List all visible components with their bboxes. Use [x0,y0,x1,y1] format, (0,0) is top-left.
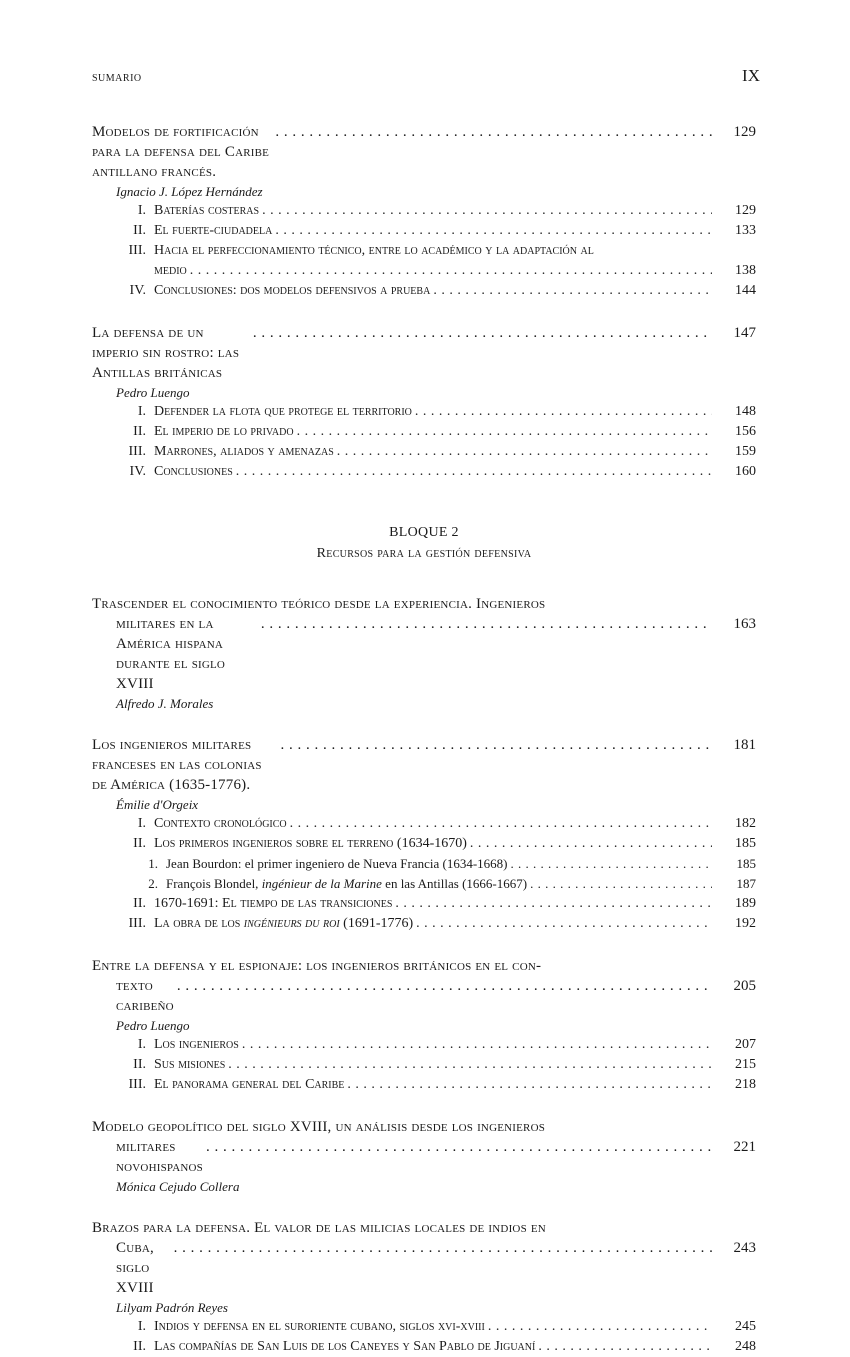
dot-leader [174,1238,712,1258]
entry-author: Alfredo J. Morales [116,696,214,711]
entry-title: militares en la América hispana durante el siglo XVIII [116,616,226,692]
item-number: I. [137,816,146,831]
item-title: Marrones, aliados y amenazas [154,444,334,459]
item-title: medio [154,263,187,278]
dot-leader [347,1075,712,1095]
entry-page: 129 [733,124,756,140]
entry-title: Entre la defensa y el espionaje: los ingenieros británicos en el con- [92,958,542,974]
entry-title-line [92,323,756,383]
dot-leader [228,1055,712,1075]
item-page: 138 [735,263,756,278]
item-title: Conclusiones: dos modelos defensivos a prueba [154,283,431,298]
item-number: I. [137,203,146,218]
entry-author: Émilie d'Orgeix [116,797,199,812]
dot-leader [236,462,712,482]
section-item [92,814,756,834]
item-title-part: (1691-1776) [339,916,414,931]
item-number: II. [133,1057,146,1072]
entry-title-line [92,1218,756,1238]
item-title: Jean Bourdon: el primer ingeniero de Nueva Francia (1634-1668) [166,856,508,871]
item-number: I. [137,1037,146,1052]
section-item [92,402,756,422]
toc-section-2 [92,594,756,1357]
entry-title-line [92,1117,756,1137]
dot-leader [470,834,712,854]
block-header [92,522,756,564]
dot-leader [261,614,712,634]
item-page: 182 [735,816,756,831]
item-title: Sus misiones [154,1057,226,1072]
item-title [166,874,527,894]
entry-page: 181 [733,737,756,753]
entry-title-line [92,122,756,182]
dot-leader [275,122,712,142]
section-item [92,1075,756,1095]
section-item [92,1055,756,1075]
item-number: II. [133,424,146,439]
section-item [92,281,756,301]
section-item [92,221,756,241]
item-title: Hacia el perfeccionamiento técnico, entre lo académico y la adaptación al [154,243,594,258]
toc-section-1 [92,122,756,482]
item-title [154,914,413,934]
item-number: IV. [129,464,146,479]
toc-entry [92,956,756,1095]
item-number: II. [133,836,146,851]
item-title: El fuerte-ciudadela [154,223,273,238]
dot-leader [337,442,712,462]
entry-page: 221 [733,1139,756,1155]
toc-entry [92,323,756,482]
entry-title: Modelos de fortificación para la defensa del Caribe antillano francés. [92,124,270,180]
item-number: 1. [148,856,158,871]
block-title: Recursos para la gestión defensiva [316,546,532,561]
dot-leader [395,894,712,914]
section-item [92,914,756,934]
dot-leader [488,1317,712,1337]
dot-leader [538,1337,712,1357]
dot-leader [511,854,712,874]
section-item [92,462,756,482]
item-title-part: François Blondel, [166,876,262,891]
item-number: III. [128,243,146,258]
item-number: IV. [129,283,146,298]
item-title: 1670-1691: El tiempo de las transiciones [154,896,393,911]
dot-leader [262,201,712,221]
item-number: 2. [148,876,158,891]
item-page: 187 [736,876,756,891]
item-page: 215 [735,1057,756,1072]
item-title-italic: ingénieurs du roi [243,916,340,931]
item-number: I. [137,404,146,419]
item-title: Contexto cronológico [154,816,287,831]
entry-author: Pedro Luengo [116,1018,190,1033]
section-item [92,1035,756,1055]
item-title: Conclusiones [154,464,233,479]
item-number: III. [128,916,146,931]
page-number-roman: IX [742,66,760,85]
item-title: Indios y defensa en el suroriente cubano, siglos xvi-xviii [154,1319,485,1334]
item-page: 148 [735,404,756,419]
item-page: 144 [735,283,756,298]
entry-title-line [92,1137,756,1177]
dot-leader [290,814,712,834]
entry-author: Pedro Luengo [116,385,190,400]
entry-title: La defensa de un imperio sin rostro: las Antillas británicas [92,325,240,381]
dot-leader [281,735,713,755]
item-title: Las compañías de San Luis de los Caneyes y San Pablo de Jiguaní [154,1339,536,1354]
item-title-italic: ingénieur de la Marine [261,876,382,891]
dot-leader [242,1035,712,1055]
entry-title-line [92,976,756,1016]
entry-title-line [92,594,756,614]
item-number: I. [137,1319,146,1334]
dot-leader [297,422,712,442]
subsection-item [92,874,756,894]
item-page: 185 [735,836,756,851]
item-page: 248 [735,1339,756,1354]
section-item [92,241,756,261]
entry-page: 243 [733,1240,756,1256]
item-title-part: La obra de los [154,916,244,931]
entry-author: Mónica Cejudo Collera [116,1179,240,1194]
entry-title-line [92,735,756,795]
toc-entry [92,1117,756,1196]
toc-entry [92,122,756,301]
entry-title-line [92,956,756,976]
toc-entry [92,735,756,934]
subsection-item [92,854,756,874]
toc-entry [92,1218,756,1357]
item-number: II. [133,896,146,911]
item-title: Los ingenieros [154,1037,239,1052]
item-title: Los primeros ingenieros sobre el terreno (1634-1670) [154,836,467,851]
item-page: 189 [735,896,756,911]
entry-title: militares novohispanos [116,1139,203,1175]
section-item [92,261,756,281]
section-item [92,1337,756,1357]
dot-leader [190,261,712,281]
entry-page: 147 [733,325,756,341]
item-title-part: en las Antillas (1666-1667) [381,876,528,891]
section-item [92,1317,756,1337]
item-number: III. [128,444,146,459]
entry-page: 205 [733,978,756,994]
entry-title-line [92,1238,756,1298]
item-page: 160 [735,464,756,479]
item-page: 218 [735,1077,756,1092]
item-title: El panorama general del Caribe [154,1077,345,1092]
section-item [92,894,756,914]
item-page: 129 [735,203,756,218]
dot-leader [415,402,712,422]
dot-leader [253,323,712,343]
entry-title: Trascender el conocimiento teórico desde la experiencia. Ingenieros [92,596,546,612]
item-title: Baterías costeras [154,203,260,218]
dot-leader [275,221,712,241]
entry-page: 163 [733,616,756,632]
item-page: 159 [735,444,756,459]
running-head [92,66,760,86]
dot-leader [206,1137,712,1157]
entry-title-line [92,614,756,694]
section-item [92,201,756,221]
item-number: III. [128,1077,146,1092]
dot-leader [416,914,712,934]
item-page: 185 [736,856,756,871]
item-number: II. [133,1339,146,1354]
entry-title: Modelo geopolítico del siglo XVIII, un análisis desde los ingenieros [92,1119,546,1135]
dot-leader [530,874,712,894]
item-title: El imperio de lo privado [154,424,294,439]
dot-leader [177,976,712,996]
toc-entry [92,594,756,713]
item-page: 207 [735,1037,756,1052]
section-item [92,422,756,442]
entry-title: texto caribeño [116,978,174,1014]
entry-title: Brazos para la defensa. El valor de las milicias locales de indios en [92,1220,546,1236]
dot-leader [433,281,712,301]
entry-title: Los ingenieros militares franceses en las colonias de América (1635-1776). [92,737,262,793]
table-of-contents [92,122,756,1357]
section-item [92,834,756,854]
section-item [92,442,756,462]
entry-author: Ignacio J. López Hernández [116,184,263,199]
block-label: BLOQUE 2 [389,525,459,540]
item-page: 133 [735,223,756,238]
running-head-title: SUMARIO [92,73,142,84]
item-page: 192 [735,916,756,931]
item-number: II. [133,223,146,238]
item-title: Defender la flota que protege el territorio [154,404,412,419]
entry-author: Lilyam Padrón Reyes [116,1300,228,1315]
entry-title: Cuba, siglo XVIII [116,1240,154,1296]
item-page: 245 [735,1319,756,1334]
item-page: 156 [735,424,756,439]
